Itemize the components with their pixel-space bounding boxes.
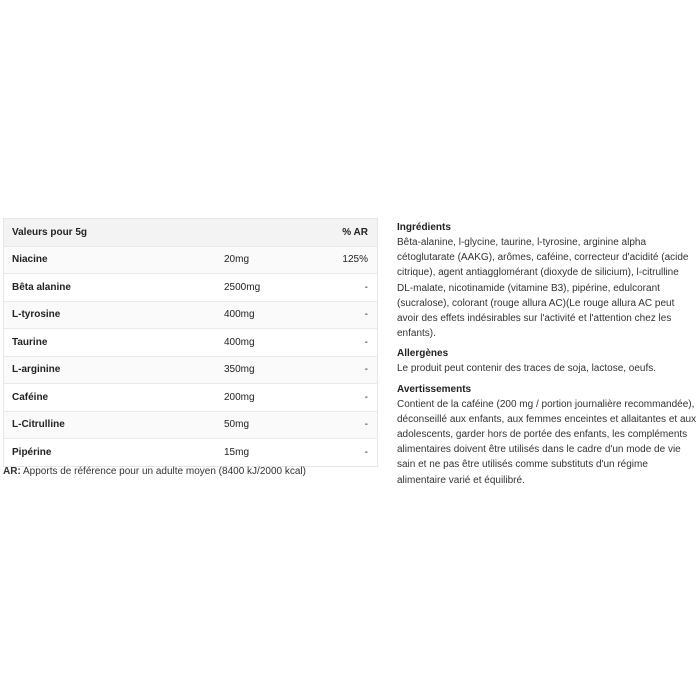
row-name: Pipérine <box>12 446 52 458</box>
ar-footnote <box>3 466 306 477</box>
row-name: L-Citrulline <box>12 419 65 431</box>
footnote-text: Apports de référence pour un adulte moyen (8400 kJ/2000 kcal) <box>20 466 306 477</box>
table-row <box>4 439 377 466</box>
ingredients-title: Ingrédients <box>397 222 451 233</box>
row-name: Caféine <box>12 391 49 403</box>
row-amount: 20mg <box>224 254 250 266</box>
row-ar: - <box>364 336 368 348</box>
footnote-label: AR: <box>3 466 21 477</box>
row-amount: 400mg <box>224 309 255 321</box>
table-row <box>4 357 377 385</box>
row-ar: - <box>364 281 368 293</box>
allergens-title: Allergènes <box>397 348 449 360</box>
table-row <box>4 384 377 412</box>
row-ar: - <box>364 446 368 458</box>
table-row <box>4 247 377 275</box>
row-ar: - <box>364 391 368 403</box>
row-amount: 2500mg <box>224 281 261 293</box>
header-name: Valeurs pour 5g <box>12 226 88 238</box>
row-name: Bêta alanine <box>12 281 71 293</box>
table-header <box>4 219 377 247</box>
row-name: Taurine <box>12 336 48 348</box>
allergens-text: Le produit peut contenir des traces de soja, lactose, oeufs. <box>397 363 657 375</box>
row-ar: - <box>364 419 368 431</box>
row-amount: 50mg <box>224 419 250 431</box>
row-amount: 400mg <box>224 336 255 348</box>
nutrition-table <box>3 218 378 467</box>
ingredients-text: Bêta-alanine, l-glycine, taurine, l-tyrosine, arginine alpha cétoglutarate (AAKG), arômes, caféine, correcteur d'acidité (acide citrique), agent antiagglomérant (dioxyde de silicium), l-citrulline DL-malate, nicotinamide (vitamine B3), pipérine, edulcorant (sucralose), colorant (rouge allura AC)(Le rouge allura AC peut avoir des effets indésirables sur l'activité et l'attention chez les enfants). <box>397 237 689 340</box>
row-ar: - <box>364 364 368 376</box>
row-amount: 350mg <box>224 364 255 376</box>
table-row <box>4 302 377 330</box>
warnings-title: Avertissements <box>397 383 472 395</box>
table-row <box>4 412 377 440</box>
row-name: Niacine <box>12 254 48 266</box>
header-ar: % AR <box>342 226 368 238</box>
row-ar: - <box>364 309 368 321</box>
row-amount: 200mg <box>224 391 255 403</box>
warnings-text: Contient de la caféine (200 mg / portion journalière recommandée), déconseillé aux enfants, aux femmes enceintes et allaitantes et aux adolescents, garder hors de portée des enfants, les compléments alimentaires doivent être utilisés dans le cadre d'un mode de vie sain et ne pas être utilisés comme substituts d'un régime alimentaire varié et équilibré. <box>397 398 697 486</box>
row-name: L-tyrosine <box>12 309 61 321</box>
row-amount: 15mg <box>224 446 250 458</box>
product-info <box>397 221 697 494</box>
row-ar: 125% <box>342 254 368 266</box>
row-name: L-arginine <box>12 364 61 376</box>
table-row <box>4 274 377 302</box>
table-row <box>4 329 377 357</box>
